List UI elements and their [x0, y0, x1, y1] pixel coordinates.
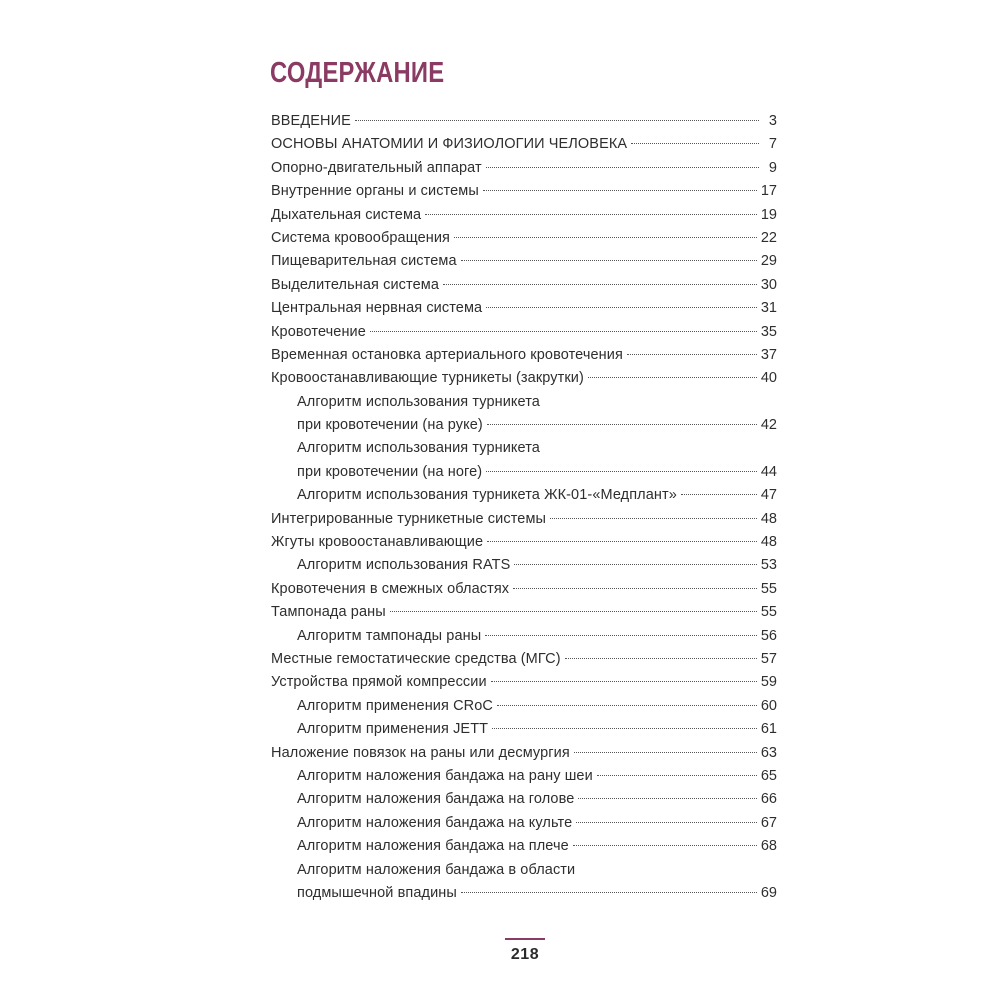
toc-entry-page: 30: [760, 276, 777, 293]
toc-entry-page: 53: [760, 557, 777, 574]
toc-entry-page: 22: [760, 229, 777, 246]
toc-dot-leader: [588, 377, 757, 378]
toc-entry-page: 61: [760, 721, 777, 738]
toc-entry-page: 67: [760, 814, 777, 831]
toc-entry-page: 68: [760, 838, 777, 855]
toc-entry-title: Жгуты кровоостанавливающие: [271, 534, 484, 551]
toc-entry-title: Алгоритм тампонады раны: [297, 627, 482, 644]
page-title: СОДЕРЖАНИЕ: [270, 57, 445, 89]
toc-subentry: [271, 461, 777, 484]
toc-entry-title: ВВЕДЕНИЕ: [271, 113, 351, 129]
toc-entry-title: Выделительная система: [271, 276, 440, 293]
toc-entry-page: 63: [760, 744, 777, 761]
page-number: 218: [510, 946, 540, 963]
toc-dot-leader: [487, 541, 757, 542]
toc-entry: [271, 133, 777, 156]
toc-entry-title: Алгоритм применения CRoC: [297, 697, 493, 714]
toc-dot-leader: [627, 354, 757, 355]
toc-dot-leader: [486, 167, 759, 168]
toc-dot-leader: [487, 424, 757, 425]
toc-subentry: [271, 859, 777, 882]
toc-entry: [271, 367, 777, 390]
toc-entry-title: Система кровообращения: [271, 229, 450, 246]
toc-entry-title: Центральная нервная система: [271, 300, 483, 317]
toc-entry: [271, 227, 777, 250]
toc-dot-leader: [573, 845, 757, 846]
toc-entry-page: 35: [760, 323, 777, 340]
toc-dot-leader: [597, 775, 757, 776]
toc-entry-title: Пищеварительная система: [271, 253, 457, 270]
table-of-contents: [271, 110, 777, 905]
toc-dot-leader: [425, 214, 757, 215]
toc-dot-leader: [578, 798, 756, 799]
toc-entry-title: Внутренние органы и системы: [271, 183, 479, 200]
toc-dot-leader: [485, 635, 757, 636]
toc-entry-title: Алгоритм наложения бандажа на рану шеи: [297, 767, 593, 784]
toc-entry-title: Алгоритм использования турникета: [297, 440, 540, 457]
toc-entry-page: 60: [760, 697, 777, 714]
toc-entry: [271, 297, 777, 320]
toc-entry-title: Опорно-двигательный аппарат: [271, 159, 482, 176]
toc-dot-leader: [355, 120, 759, 121]
toc-dot-leader: [483, 190, 757, 191]
toc-dot-leader: [370, 331, 757, 332]
toc-entry-title: Дыхательная система: [271, 206, 422, 223]
toc-entry-title: Алгоритм применения JETT: [297, 721, 489, 738]
toc-dot-leader: [681, 494, 757, 495]
toc-subentry: [271, 437, 777, 460]
toc-entry-page: 9: [768, 159, 777, 176]
toc-dot-leader: [576, 822, 757, 823]
toc-dot-leader: [454, 237, 757, 238]
toc-entry: [271, 601, 777, 624]
toc-entry: [271, 204, 777, 227]
toc-entry-page: 66: [760, 791, 777, 808]
toc-subentry: [271, 718, 777, 741]
toc-entry: [271, 274, 777, 297]
toc-dot-leader: [486, 471, 757, 472]
toc-entry-title: Временная остановка артериального кровотечения: [271, 346, 623, 363]
toc-entry: [271, 180, 777, 203]
toc-subentry: [271, 835, 777, 858]
toc-dot-leader: [550, 518, 757, 519]
toc-dot-leader: [565, 658, 757, 659]
toc-entry: [271, 110, 777, 133]
toc-entry-title: Тампонада раны: [271, 604, 386, 621]
toc-entry: [271, 648, 777, 671]
toc-entry-page: 48: [760, 510, 777, 527]
toc-entry-page: 65: [760, 767, 777, 784]
toc-entry-title: Местные гемостатические средства (МГС): [271, 650, 561, 667]
toc-entry-page: 55: [760, 604, 777, 621]
toc-entry-page: 7: [768, 136, 777, 153]
toc-dot-leader: [497, 705, 757, 706]
toc-entry-page: 37: [760, 346, 777, 363]
toc-entry-page: 40: [760, 370, 777, 387]
toc-entry-title: ОСНОВЫ АНАТОМИИ И ФИЗИОЛОГИИ ЧЕЛОВЕКА: [271, 136, 628, 153]
toc-entry-page: 31: [760, 300, 777, 317]
toc-entry-page: 69: [760, 884, 777, 901]
toc-entry-title: Алгоритм использования турникета ЖК-01-«Медплант»: [297, 487, 677, 504]
toc-subentry: [271, 788, 777, 811]
toc-entry-title: Кровотечение: [271, 323, 366, 340]
toc-entry-page: 44: [760, 463, 777, 480]
toc-dot-leader: [461, 260, 757, 261]
toc-subentry: [271, 765, 777, 788]
toc-entry: [271, 508, 777, 531]
toc-subentry: [271, 812, 777, 835]
toc-dot-leader: [486, 307, 757, 308]
toc-entry: [271, 250, 777, 273]
toc-dot-leader: [443, 284, 757, 285]
toc-dot-leader: [390, 611, 757, 612]
toc-subentry: [271, 695, 777, 718]
toc-subentry: [271, 554, 777, 577]
toc-dot-leader: [514, 564, 756, 565]
toc-subentry: [271, 414, 777, 437]
toc-dot-leader: [631, 143, 759, 144]
toc-entry-page: 17: [760, 183, 777, 200]
toc-dot-leader: [574, 752, 757, 753]
toc-subentry: [271, 882, 777, 905]
toc-entry-title: Интегрированные турникетные системы: [271, 510, 547, 527]
toc-entry-page: 55: [760, 580, 777, 597]
toc-entry: [271, 321, 777, 344]
toc-entry-page: 59: [760, 674, 777, 691]
toc-subentry: [271, 484, 777, 507]
toc-entry: [271, 157, 777, 180]
toc-entry: [271, 531, 777, 554]
toc-subentry: [271, 391, 777, 414]
toc-entry-title: Алгоритм наложения бандажа в области: [297, 861, 576, 878]
toc-entry-page: 57: [760, 650, 777, 667]
toc-dot-leader: [513, 588, 757, 589]
toc-dot-leader: [461, 892, 757, 893]
toc-entry-page: 29: [760, 253, 777, 270]
toc-entry-title: Наложение повязок на раны или десмургия: [271, 744, 570, 761]
toc-entry-title: Алгоритм использования турникета: [297, 393, 540, 410]
toc-entry-title: подмышечной впадины: [297, 884, 457, 901]
toc-dot-leader: [492, 728, 757, 729]
toc-entry-title: Алгоритм наложения бандажа на плече: [297, 838, 569, 855]
toc-entry-title: Кровотечения в смежных областях: [271, 580, 510, 597]
toc-entry-title: Алгоритм использования RATS: [297, 557, 511, 574]
footer-divider: [505, 938, 545, 940]
toc-entry-title: при кровотечении (на ноге): [297, 463, 483, 480]
toc-entry: [271, 578, 777, 601]
toc-entry-title: Устройства прямой компрессии: [271, 674, 487, 691]
toc-dot-leader: [491, 681, 757, 682]
toc-entry-page: 56: [760, 627, 777, 644]
toc-entry: [271, 671, 777, 694]
toc-entry-page: 19: [760, 206, 777, 223]
toc-entry-title: Алгоритм наложения бандажа на голове: [297, 791, 575, 808]
toc-entry-page: 47: [760, 487, 777, 504]
toc-entry-title: при кровотечении (на руке): [297, 417, 483, 434]
toc-entry-title: Кровоостанавливающие турникеты (закрутки): [271, 370, 584, 387]
toc-entry: [271, 742, 777, 765]
toc-entry-title: Алгоритм наложения бандажа на культе: [297, 814, 573, 831]
toc-entry-page: 48: [760, 534, 777, 551]
toc-subentry: [271, 625, 777, 648]
toc-entry-page: 3: [768, 113, 777, 129]
toc-entry: [271, 344, 777, 367]
toc-entry-page: 42: [760, 417, 777, 434]
